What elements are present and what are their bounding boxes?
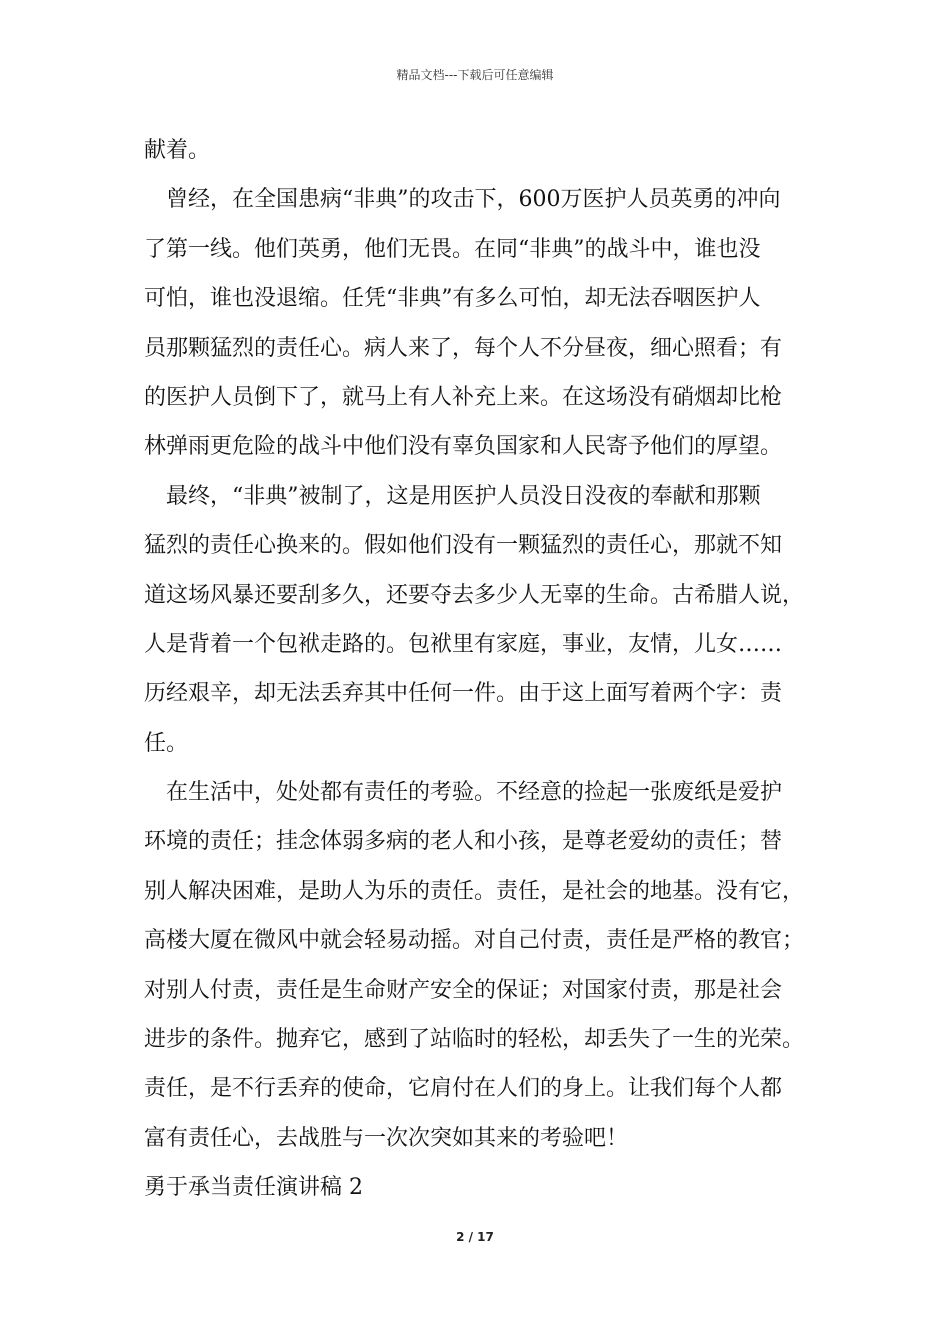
text-line: 林弹雨更危险的战斗中他们没有辜负国家和人民寄予他们的厚望。 <box>144 434 783 460</box>
text-line: 献着。 <box>144 138 211 163</box>
text-line: 历经艰辛，却无法丢弃其中任何一件。由于这上面写着两个字：责 <box>144 681 783 707</box>
text-line: 了第一线。他们英勇，他们无畏。在同“非典”的战斗中，谁也没 <box>144 236 761 262</box>
text-line: 道这场风暴还要刮多久，还要夺去多少人无辜的生命。古希腊人说， <box>144 582 805 608</box>
paragraph-start-line: 最终，“非典”被制了，这是用医护人员没日没夜的奉献和那颗 <box>166 483 761 509</box>
section-heading: 勇于承当责任演讲稿 2 <box>144 1175 363 1201</box>
document-body <box>144 126 824 1213</box>
text-line: 环境的责任；挂念体弱多病的老人和小孩，是尊老爱幼的责任；替 <box>144 829 783 855</box>
text-line: 富有责任心，去战胜与一次次突如其来的考验吧！ <box>144 1125 629 1151</box>
text-line: 进步的条件。抛弃它，感到了站临时的轻松，却丢失了一生的光荣。 <box>144 1027 805 1053</box>
text-line: 任。 <box>144 730 189 756</box>
text-line: 人是背着一个包袱走路的。包袱里有家庭，事业，友情，儿女…… <box>144 631 783 657</box>
page-number: 2 / 17 <box>456 1230 494 1244</box>
text-line: 猛烈的责任心换来的。假如他们没有一颗猛烈的责任心，那就不知 <box>144 533 783 559</box>
text-line: 对别人付责，责任是生命财产安全的保证；对国家付责，那是社会 <box>144 977 783 1003</box>
text-line: 员那颗猛烈的责任心。病人来了，每个人不分昼夜，细心照看；有 <box>144 335 783 361</box>
page-header: 精品文档---下载后可任意编辑 <box>396 68 554 82</box>
text-line: 高楼大厦在微风中就会轻易动摇。对自己付责，责任是严格的教官； <box>144 928 805 954</box>
paragraph-start-line: 在生活中，处处都有责任的考验。不经意的捡起一张废纸是爱护 <box>166 780 783 806</box>
paragraph-start-line: 曾经，在全国患病“非典”的攻击下，600万医护人员英勇的冲向 <box>166 187 781 213</box>
text-line: 的医护人员倒下了，就马上有人补充上来。在这场没有硝烟却比枪 <box>144 384 783 410</box>
text-line: 可怕，谁也没退缩。任凭“非典”有多么可怕，却无法吞咽医护人 <box>144 286 761 312</box>
text-line: 别人解决困难，是助人为乐的责任。责任，是社会的地基。没有它， <box>144 878 805 904</box>
text-line: 责任，是不行丢弃的使命，它肩付在人们的身上。让我们每个人都 <box>144 1076 783 1102</box>
